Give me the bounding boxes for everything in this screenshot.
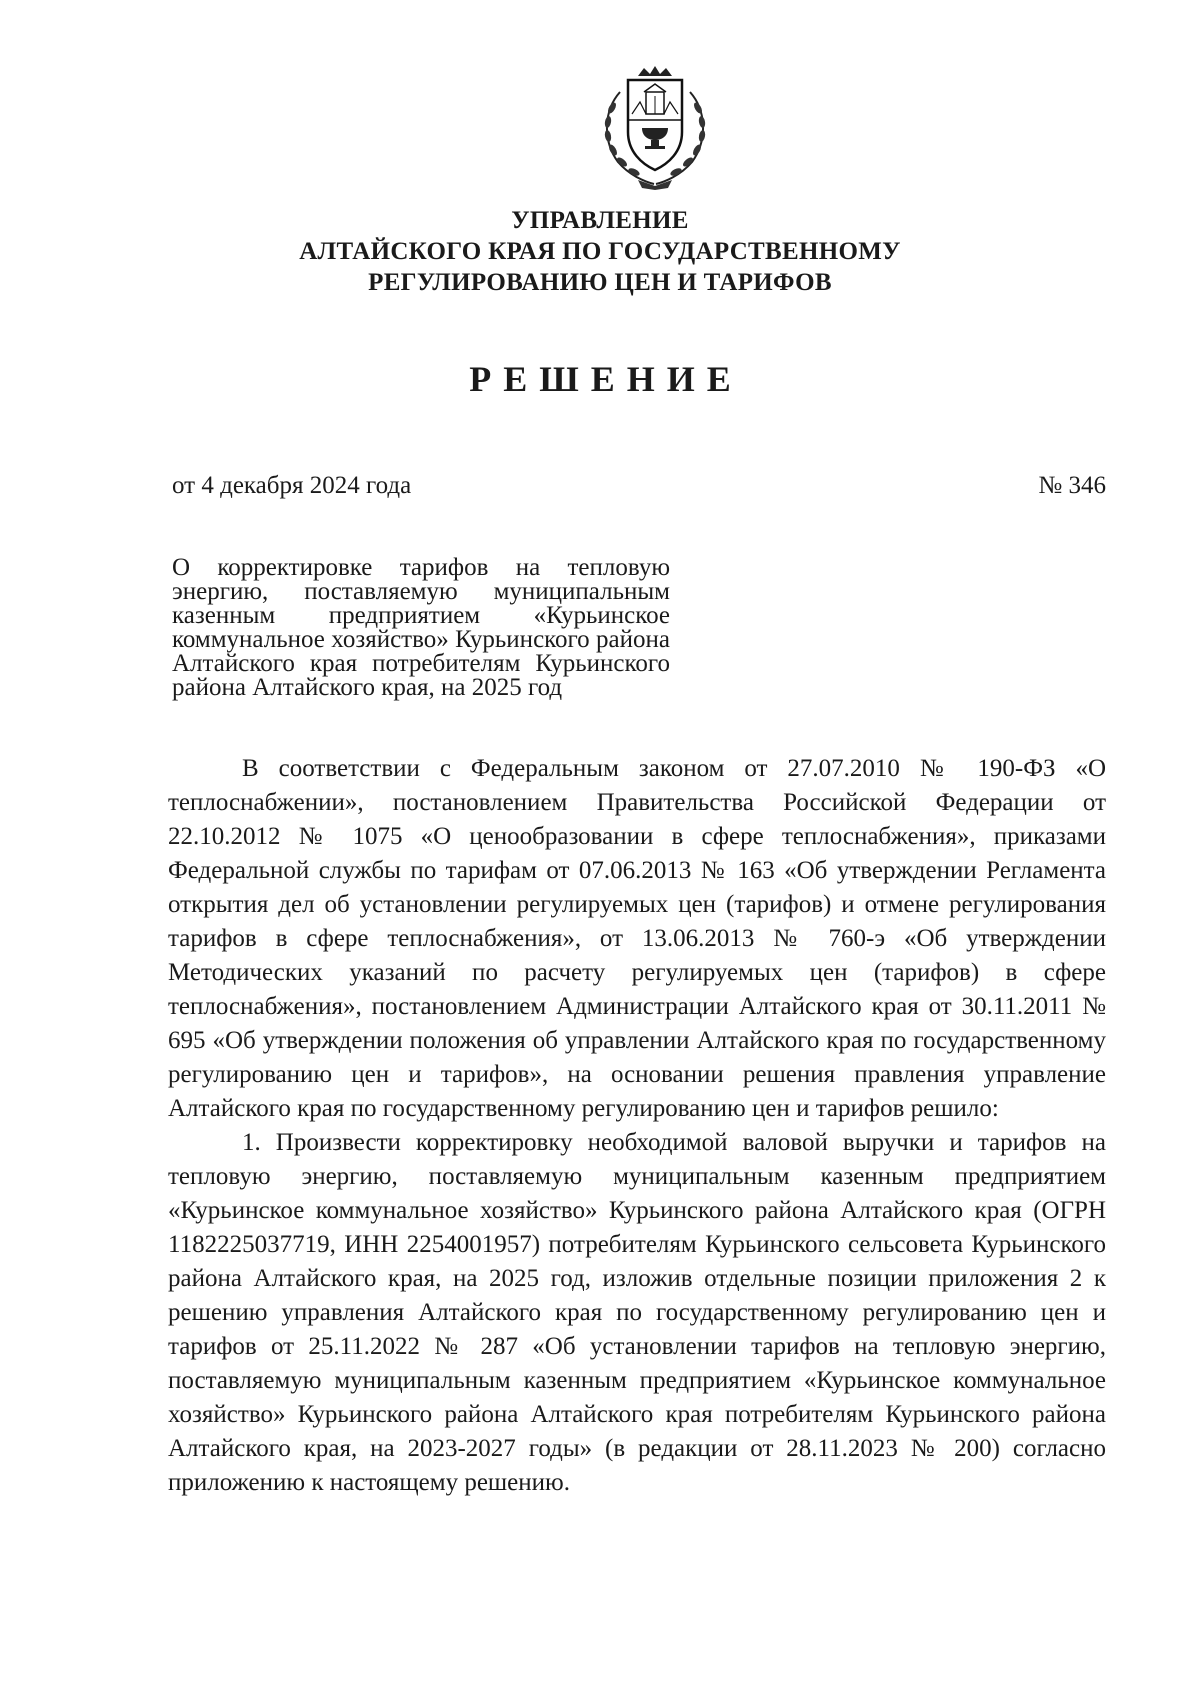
agency-line-2: АЛТАЙСКОГО КРАЯ ПО ГОСУДАРСТВЕННОМУ bbox=[299, 238, 901, 265]
document-number: № 346 bbox=[1038, 472, 1106, 499]
preamble-paragraph: В соответствии с Федеральным законом от 27.07.2010 № 190-ФЗ «О теплоснабжении», постановлением Правительства Российской Федерации от 22.10.2012 № 1075 «О ценообразовании в сфере теплоснабжения», приказами Федеральной службы по тарифам от 07.06.2013 № 163 «Об утверждении Регламента открытия дел об установлении регулируемых цен (тарифов) и отмене регулирования тарифов в сфере теплоснабжения», от 13.06.2013 № 760-э «Об утверждении Методических указаний по расчету регулируемых цен (тарифов) в сфере теплоснабжения», постановлением Администрации Алтайского края от 30.11.2011 № 695 «Об утверждении положения об управлении Алтайского края по государственному регулированию цен и тарифов», на основании решения правления управление Алтайского края по государственному регулированию цен и тарифов решило: bbox=[168, 755, 1106, 1122]
agency-line-3: РЕГУЛИРОВАНИЮ ЦЕН И ТАРИФОВ bbox=[368, 269, 832, 296]
document-date: от 4 декабря 2024 года bbox=[172, 472, 412, 499]
agency-name bbox=[0, 205, 1200, 298]
agency-line-1: УПРАВЛЕНИЕ bbox=[511, 207, 689, 234]
decision-item-1: 1. Произвести корректировку необходимой валовой выручки и тарифов на тепловую энергию, поставляемую муниципальным казенным предприятием «Курьинское коммунальное хозяйство» Курьинского района Алтайского края (ОГРН 1182225037719, ИНН 2254001957) потребителям Курьинского сельсовета Курьинского района Алтайского края, на 2025 год, изложив отдельные позиции приложения 2 к решению управления Алтайского края по государственному регулированию цен и тарифов от 25.11.2022 № 287 «Об установлении тарифов на тепловую энергию, поставляемую муниципальным казенным предприятием «Курьинское коммунальное хозяйство» Курьинского района Алтайского края потребителям Курьинского района Алтайского края, на 2023-2027 годы» (в редакции от 28.11.2023 № 200) согласно приложению к настоящему решению. bbox=[168, 1129, 1106, 1496]
document-subject: О корректировке тарифов на тепловую энергию, поставляемую муниципальным казенным предприятием «Курьинское коммунальное хозяйство» Курьинского района Алтайского края потребителям Курьинского района Алтайского края, на 2025 год bbox=[172, 554, 670, 701]
altai-krai-coat-of-arms-icon bbox=[590, 62, 720, 192]
document-type-title: РЕШЕНИЕ bbox=[469, 359, 743, 399]
document-body bbox=[168, 752, 1106, 1500]
